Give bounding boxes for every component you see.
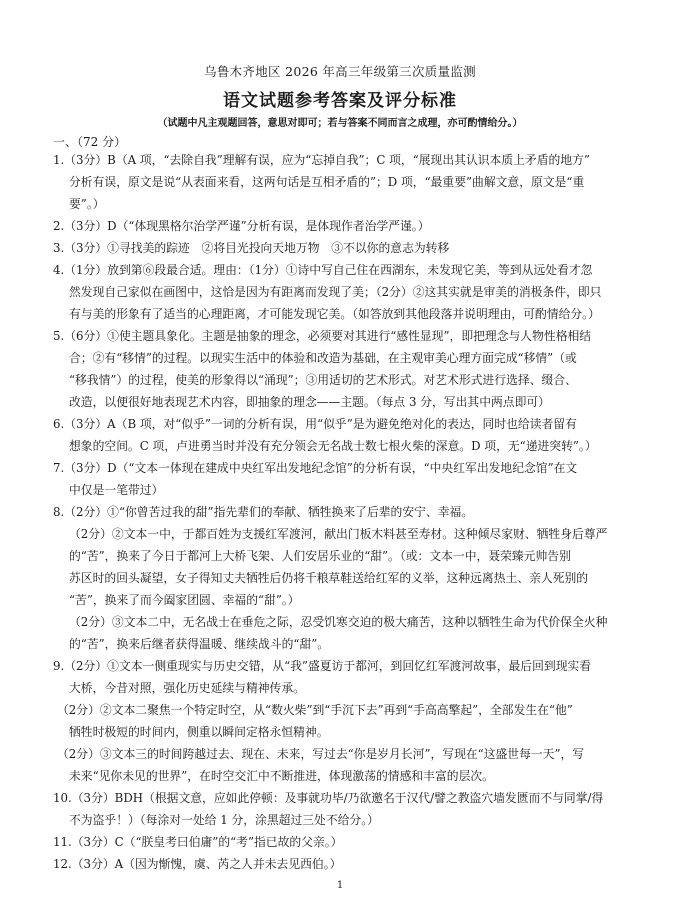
- answer-line: 的“苦”，换来了今日于都河上大桥飞架、人们安居乐业的“甜”。（或：文本一中，聂荣臻元帅告别: [69, 549, 571, 563]
- answer-line: “苦”，换来了而今阖家团圆、幸福的“甜”。）: [69, 593, 300, 607]
- answer-line: 3.（3分）①寻找美的踪迹 ②将目光投向天地万物 ③不以你的意志为转移: [53, 241, 450, 255]
- answer-line: 有与美的形象有了适当的心理距离，才可能发现它美。（如答放到其他段落并说明理由，可酌情给分。）: [69, 307, 600, 321]
- grading-note: （试题中凡主观题回答，意思对即可；若与答案不同而言之成理，亦可酌情给分。）: [157, 118, 523, 129]
- answer-line: （2分）②文本一中，于都百姓为支援红军渡河，献出门板木料甚至寿材。这种倾尽家财、牺牲身后尊严: [69, 527, 608, 541]
- answer-line: 8.（2分）①“你曾苦过我的甜”指先辈们的奉献、牺牲换来了后辈的安宁、幸福。: [53, 505, 474, 519]
- answer-line: 中仅是一笔带过）: [69, 483, 164, 497]
- answer-line: 2.（3分）D（“体现黑格尔治学严谨”分析有误，是体现作者治学严谨。）: [53, 219, 430, 233]
- page-number: 1: [336, 880, 344, 891]
- answer-line: 分析有误，原文是说“从表面来看，这两句话是互相矛盾的”；D 项，“最重要”曲解文意，原文是“重: [69, 175, 585, 189]
- answer-line: 11.（3分）C（“朕皇考曰伯庸”的“考”指已故的父亲。）: [53, 835, 343, 849]
- answer-line: 10.（3分）BDH（根据文意，应如此停顿：及事就功毕/乃欲邀名于汉代/譬之教盗穴墙发匮而不与同掌/得: [53, 791, 604, 805]
- answer-line: 的“苦”，换来后继者获得温暖、继续战斗的“甜”。: [69, 637, 330, 651]
- answer-line: 12.（3分）A（因为惭愧，虞、芮之人并未去见西伯。）: [53, 857, 342, 871]
- answer-line: （2分）②文本二聚焦一个特定时空，从“数火柴”到“手沉下去”再到“手高高擎起”，全部发生在“他”: [57, 703, 573, 717]
- answer-line: （2分）③文本二中，无名战士在垂危之际，忍受饥寒交迫的极大痛苦，这种以牺牲生命为代价保全火种: [69, 615, 608, 629]
- answer-line: 要”。）: [69, 197, 105, 211]
- answer-line: 合；②有“移情”的过程。以现实生活中的体验和改造为基础，在主观审美心理方面完成“移情”（或: [69, 351, 577, 365]
- answer-line: “移我情”）的过程，使美的形象得以“涌现”；③用适切的艺术形式。对艺术形式进行选择、缀合、: [69, 373, 577, 387]
- answer-line: 改造，以便很好地表现艺术内容，即抽象的理念——主题。（每点 3 分，写出其中两点即可）: [69, 395, 550, 409]
- answer-line: 7.（3分）D（“文本一体现在建成中央红军出发地纪念馆”的分析有误，“中央红军出发地纪念馆”在文: [53, 461, 578, 475]
- answer-line: 6.（3分）A（B 项，对“似乎”一词的分析有误，用“似乎”是为避免绝对化的表达，同时也给读者留有: [53, 417, 577, 431]
- answer-line: 然发现自己家似在画图中，这恰是因为有距离而发现了美；（2分）②这其实就是审美的消极条件，即只: [69, 285, 602, 299]
- answer-line: 9.（2分）①文本一侧重现实与历史交错，从“我”盛夏访于都河，到回忆红军渡河故事，最后回到现实看: [53, 659, 592, 673]
- answer-line: （2分）③文本三的时间跨越过去、现在、未来，写过去“你是岁月长河”，写现在“这盛世每一天”，写: [57, 747, 585, 761]
- answer-line: 苏区时的回头凝望，女子得知丈夫牺牲后仍将千粮草鞋送给红军的义举，这种远离热土、亲人死别的: [69, 571, 589, 585]
- answer-line: 4.（1分）放到第⑥段最合适。理由：（1分）①诗中写自己住在西湖东，未发现它美，等到从远处看才忽: [53, 263, 593, 277]
- answer-line: 1.（3分）B（A 项，“去除自我”理解有误，应为“忘掉自我”；C 项，“展现出其认识本质上矛盾的地方”: [53, 153, 590, 167]
- exam-name: 乌鲁木齐地区 2026 年高三年级第三次质量监测: [204, 64, 476, 79]
- answer-line: 想象的空间。C 项，卢进勇当时并没有充分领会无名战士数七根火柴的深意。D 项，无“递进突转”。）: [69, 439, 597, 453]
- answer-line: 未来“见你未见的世界”，在时空交汇中不断推进，体现激荡的情感和丰富的层次。: [69, 769, 494, 783]
- section-heading: 一、（72 分）: [53, 135, 127, 149]
- answer-line: 大桥，今昔对照，强化历史延续与精神传承。: [69, 681, 305, 695]
- answer-line: 不为盗乎！）（每涂对一处给 1 分，涂黑超过三处不给分。）: [69, 813, 379, 827]
- answer-line: 5.（6分）①使主题具象化。主题是抽象的理念，必须要对其进行“感性显现”，即把理念与人物性格相结: [53, 329, 592, 343]
- answer-line: 牺牲时极短的时间内，侧重以瞬间定格永恒精神。: [69, 725, 329, 739]
- page-title: 语文试题参考答案及评分标准: [223, 91, 457, 111]
